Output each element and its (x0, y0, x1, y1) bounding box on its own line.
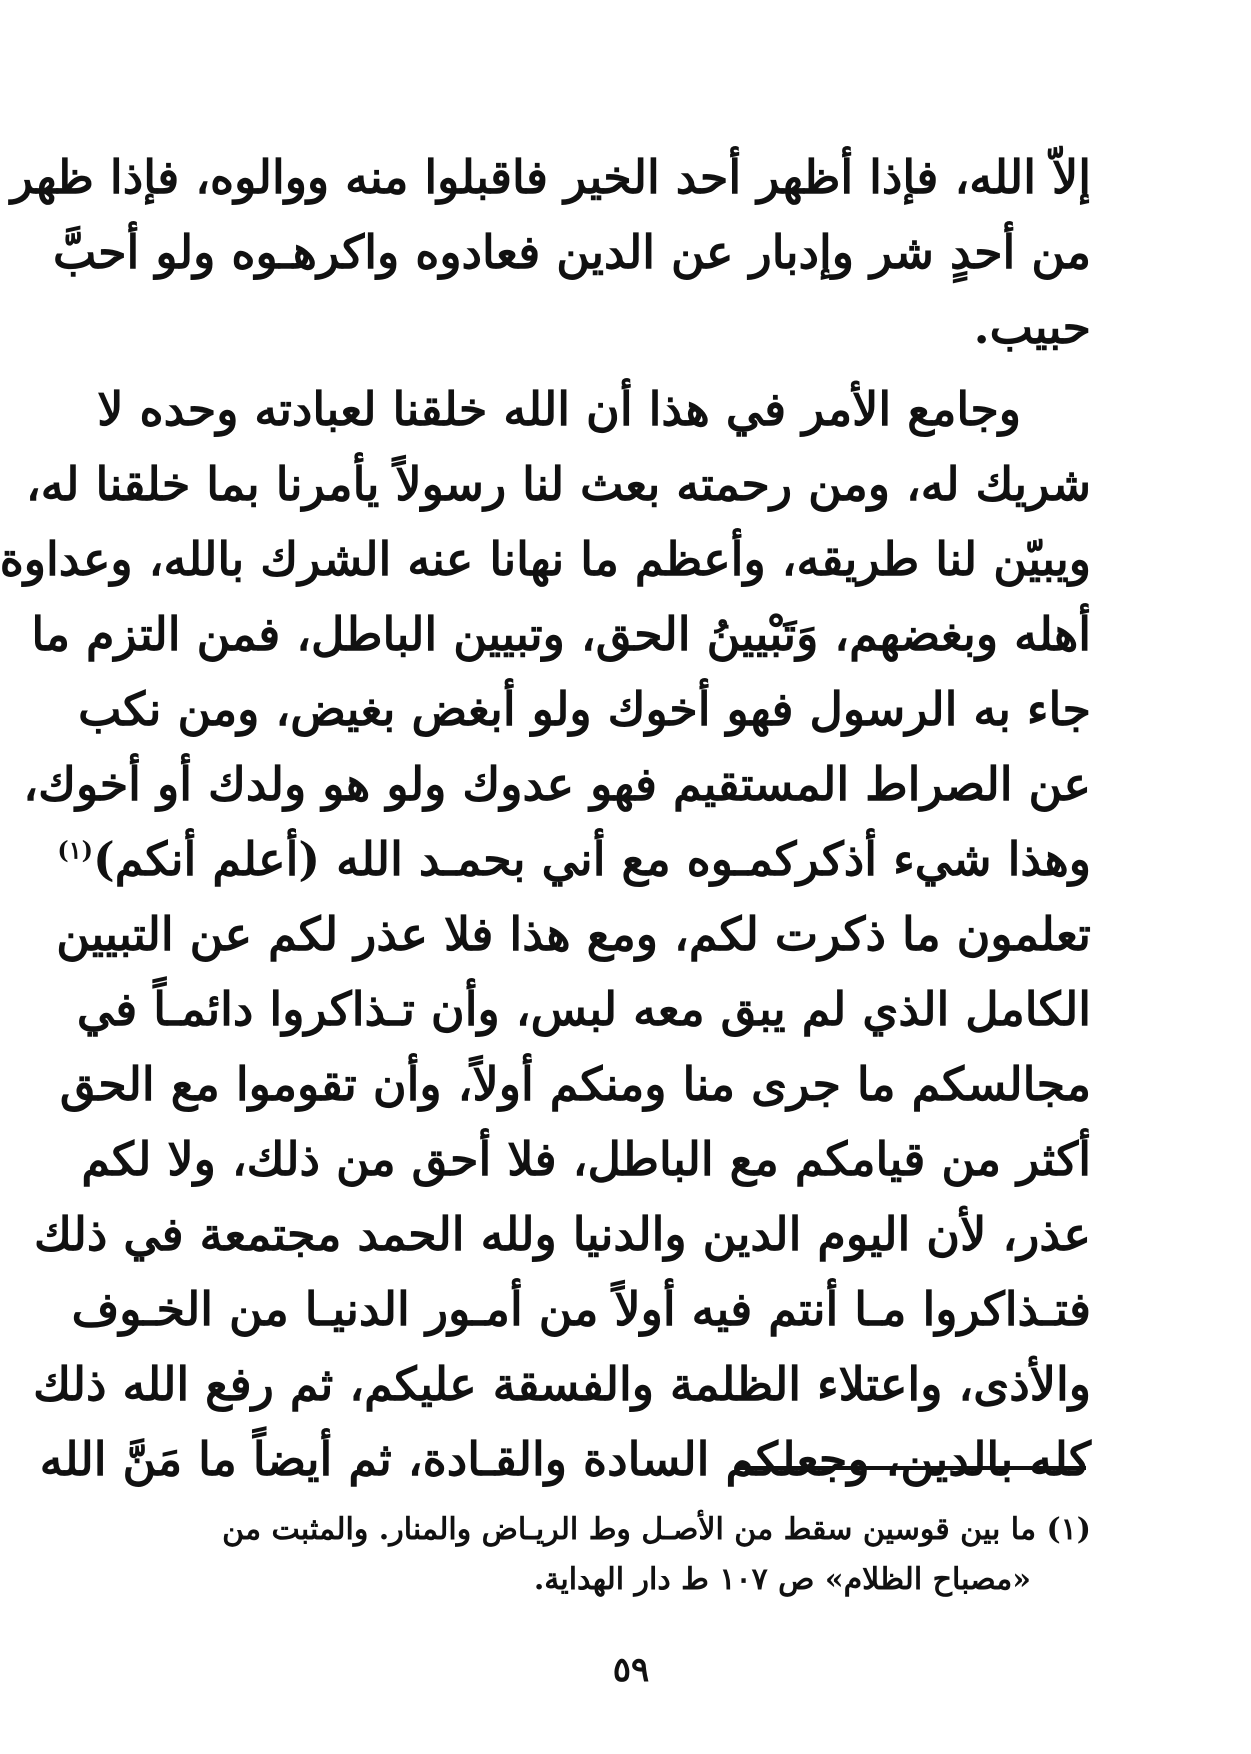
text-line: أهله وبغضهم، وَتَبْيينُ الحق، وتبيين الباطل، فمن التزم ما (31, 607, 1091, 661)
text-line: مجالسكم ما جرى منا ومنكم أولاً، وأن تقوموا مع الحق (59, 1057, 1091, 1111)
paragraph-main (0, 372, 1091, 1497)
footnote-line: «مصباح الظلام» ص ١٠٧ ط دار الهداية. (533, 1562, 1031, 1597)
text-line: وهذا شيء أذكركمـوه مع أني بحمـد الله (أعلم أنكم) (92, 832, 1091, 886)
text-line: كله بالدين، وجعلكم السادة والقـادة، ثم أيضاً ما مَنَّ الله (39, 1432, 1091, 1486)
text-line: من أحدٍ شر وإدبار عن الدين فعادوه واكرهـوه ولو أحبَّ (52, 225, 1091, 279)
text-line: ويبيّن لنا طريقه، وأعظم ما نهانا عنه الشرك بالله، وعداوة (0, 532, 1091, 586)
text-line: الكامل الذي لم يبق معه لبس، وأن تـذاكروا دائمـاً في (76, 982, 1091, 1036)
text-line: عذر، لأن اليوم الدين والدنيا ولله الحمد مجتمعة في ذلك (34, 1207, 1091, 1261)
text-line: جاء به الرسول فهو أخوك ولو أبغض بغيض، ومن نكب (78, 682, 1091, 736)
text-line: تعلمون ما ذكرت لكم، ومع هذا فلا عذر لكم عن التبيين (56, 907, 1091, 961)
text-line: شريك له، ومن رحمته بعث لنا رسولاً يأمرنا بما خلقنا له، (25, 457, 1091, 511)
text-line: أكثر من قيامكم مع الباطل، فلا أحق من ذلك، ولا لكم (81, 1132, 1091, 1186)
footnote-line: (١) ما بين قوسين سقط من الأصـل وط الريـاض والمنار. والمثبت من (222, 1512, 1091, 1547)
page-number: ٥٩ (612, 1650, 650, 1690)
text-line: وجامع الأمر في هذا أن الله خلقنا لعبادته وحده لا (97, 382, 1021, 436)
footnote-reference: (١) (57, 835, 93, 865)
text-line: حبيب. (973, 300, 1091, 354)
text-line: فتـذاكروا مـا أنتم فيه أولاً من أمـور الدنيـا من الخـوف (71, 1282, 1091, 1336)
text-line: والأذى، واعتلاء الظلمة والفسقة عليكم، ثم رفع الله ذلك (33, 1357, 1091, 1411)
paragraph-continuation (10, 140, 1091, 365)
text-line: عن الصراط المستقيم فهو عدوك ولو هو ولدك أو أخوك، (23, 757, 1091, 811)
footnote (171, 1505, 1091, 1605)
text-line-with-note (57, 822, 1091, 897)
text-line: إلاّ الله، فإذا أظهر أحد الخير فاقبلوا منه ووالوه، فإذا ظهر (10, 150, 1091, 204)
footnote-divider (736, 1466, 1086, 1470)
